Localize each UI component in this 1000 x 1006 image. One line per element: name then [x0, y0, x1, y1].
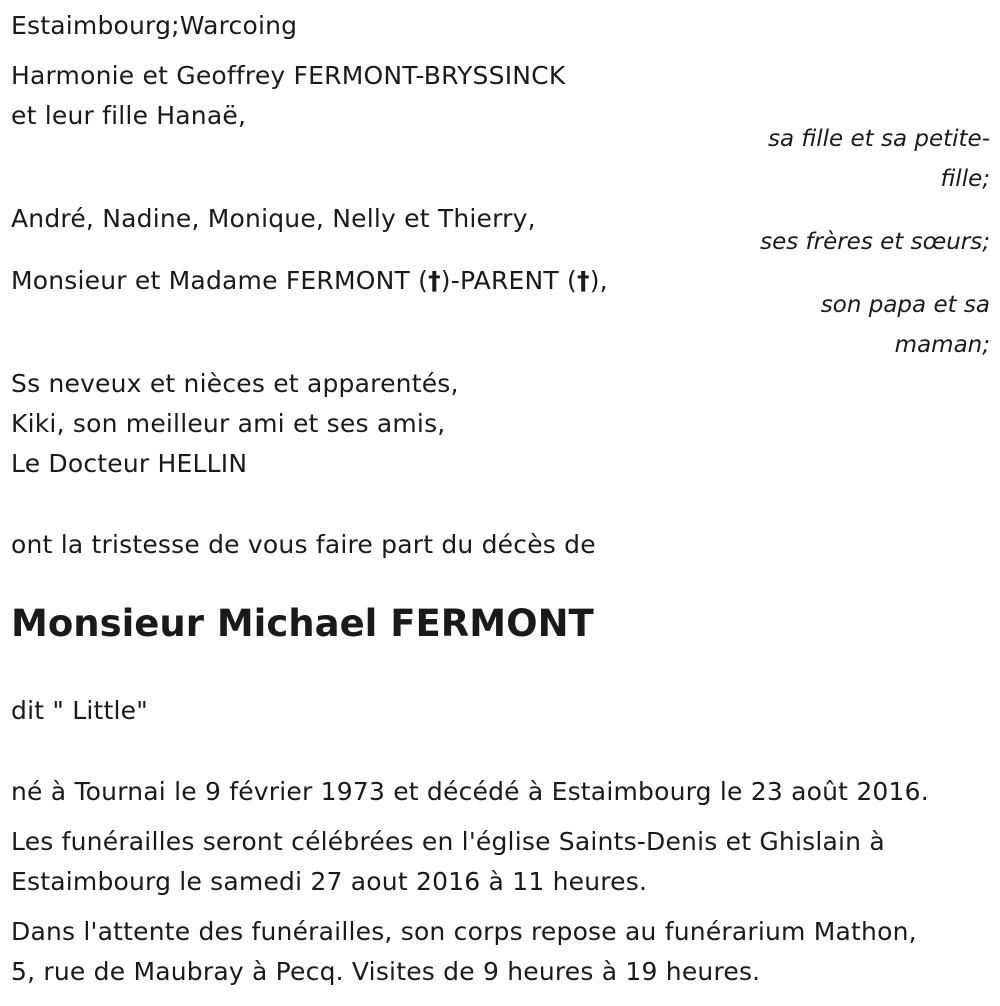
viewing-line-2: 5, rue de Maubray à Pecq. Visites de 9 heures à 19 heures. [11, 957, 761, 986]
deceased-name: Monsieur Michael FERMONT [11, 602, 594, 645]
relation-siblings: ses frères et sœurs; [760, 229, 990, 255]
relation-parents-line-1: son papa et sa [820, 292, 990, 318]
relation-daughter-line-1: sa fille et sa petite- [768, 126, 990, 152]
viewing-line-1: Dans l'attente des funérailles, son corps repose au funérarium Mathon, [11, 917, 917, 946]
birth-death-line: né à Tournai le 9 février 1973 et décédé à Estaimbourg le 23 août 2016. [11, 777, 929, 806]
funeral-line-1: Les funérailles seront célébrées en l'église Saints-Denis et Ghislain à [11, 827, 885, 856]
family-line-children: Harmonie et Geoffrey FERMONT-BRYSSINCK [11, 61, 566, 90]
nickname: dit " Little" [11, 696, 148, 725]
parents-text-1: Monsieur et Madame FERMONT ( [11, 266, 429, 295]
cross-icon: † [577, 266, 590, 295]
family-line-siblings: André, Nadine, Monique, Nelly et Thierry, [11, 204, 536, 233]
others-line-1: Ss neveux et nièces et apparentés, [11, 369, 459, 398]
funeral-line-2: Estaimbourg le samedi 27 aout 2016 à 11 heures. [11, 867, 648, 896]
parents-text-3: ), [589, 266, 608, 295]
others-line-3: Le Docteur HELLIN [11, 449, 248, 478]
relation-daughter-line-2: fille; [940, 166, 990, 192]
cross-icon: † [428, 266, 441, 295]
others-line-2: Kiki, son meilleur ami et ses amis, [11, 409, 446, 438]
family-line-children-2: et leur fille Hanaë, [11, 101, 247, 130]
relation-parents-line-2: maman; [894, 332, 990, 358]
parents-text-2: )-PARENT ( [440, 266, 577, 295]
announcement-text: ont la tristesse de vous faire part du décès de [11, 530, 596, 559]
family-line-parents [11, 261, 608, 301]
location-line: Estaimbourg;Warcoing [11, 11, 298, 40]
